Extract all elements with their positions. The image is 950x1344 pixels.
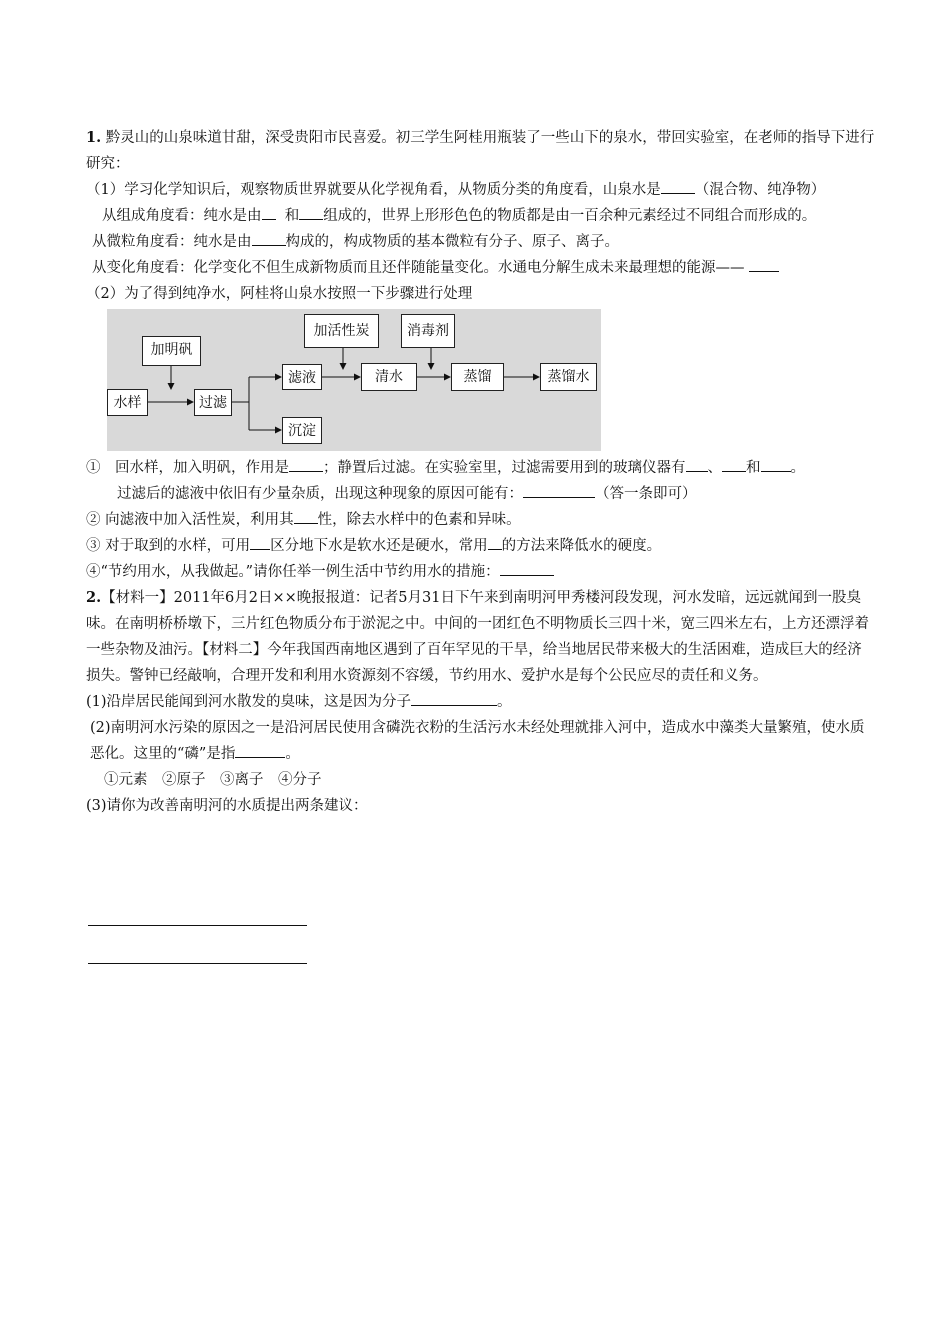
- box-filtration: 过滤: [194, 389, 232, 416]
- step2-text: ② 向滤液中加入活性炭，利用其: [86, 512, 294, 528]
- answer-line-2[interactable]: [88, 963, 307, 964]
- answer-blank[interactable]: [686, 455, 708, 472]
- q2-part3: [86, 793, 876, 819]
- q1-step4: [86, 559, 876, 585]
- box-filtrate: 滤液: [282, 364, 322, 390]
- q2-p1-text: (1)沿岸居民能闻到河水散发的臭味，这是因为分子: [86, 694, 412, 710]
- q1-part1: [86, 177, 876, 203]
- micro-text: 从微粒角度看：纯水是由: [92, 234, 252, 250]
- step1-end: 。: [790, 460, 805, 476]
- box-activated-carbon: 加活性炭: [304, 314, 379, 348]
- q1-step1-reason: [86, 481, 876, 507]
- step1-reason-note: （答一条即可）: [595, 486, 697, 502]
- step1-sep: 、: [707, 460, 722, 476]
- water-treatment-diagram: [107, 309, 601, 451]
- q1-part2: [86, 281, 876, 307]
- answer-blank[interactable]: [523, 481, 595, 498]
- step3-text-end: 的方法来降低水的硬度。: [501, 538, 662, 554]
- box-precipitate: 沉淀: [282, 417, 322, 444]
- q2-p2-text: (2)南明河水污染的原因之一是沿河居民使用含磷洗衣粉的生活污水未经处理就排入河中，造成水中藻类大量繁殖，使水质恶化。这里的“磷”是指: [90, 720, 865, 762]
- q2-p2-end: 。: [285, 746, 300, 762]
- worksheet: [86, 125, 876, 819]
- q2-material-text: 【材料一】2011年6月2日××晚报报道：记者5月31日下午来到南明河甲秀楼河段发现，河水发暗，远远就闻到一股臭味。在南明桥桥墩下，三片红色物质分布于淤泥之中。中间的一团红色不明物质长三四十米，宽三四米左右，上方还漂浮着一些杂物及油污。【材料二】今年我国西南地区遇到了百年罕见的干旱，给当地居民带来极大的生活困难，造成巨大的经济损失。警钟已经敲响，合理开发和利用水资源刻不容缓，节约用水、爱护水是每个公民应尽的责任和义务。: [86, 590, 869, 684]
- box-clear-water: 清水: [361, 363, 417, 391]
- q1-intro-text: 黔灵山的山泉味道甘甜，深受贵阳市民喜爱。初三学生阿桂用瓶装了一些山下的泉水，带回实验室，在老师的指导下进行研究：: [86, 130, 875, 172]
- answer-blank[interactable]: [294, 507, 318, 524]
- step1-text-mid: ；静置后过滤。在实验室里，过滤需要用到的玻璃仪器有: [323, 460, 686, 476]
- box-disinfectant: 消毒剂: [401, 314, 455, 348]
- composition-and: 和: [284, 208, 300, 224]
- q1-step1: [86, 455, 876, 481]
- q2-options: [86, 767, 876, 793]
- step3-text: ③ 对于取到的水样，可用: [86, 538, 251, 554]
- q1-step3: [86, 533, 876, 559]
- step1-text: ① 回水样，加入明矾，作用是: [86, 460, 289, 476]
- answer-blank[interactable]: [761, 455, 791, 472]
- q2-p1-end: 。: [497, 694, 512, 710]
- q2-material: [86, 585, 876, 689]
- change-text: 从变化角度看：化学变化不但生成新物质而且还伴随能量变化。水通电分解生成未来最理想的能源——: [92, 260, 745, 276]
- q1-p1-options: （混合物、纯净物）: [694, 182, 826, 198]
- step1-reason-text: 过滤后的滤液中依旧有少量杂质，出现这种现象的原因可能有：: [117, 486, 523, 502]
- step1-and: 和: [746, 460, 761, 476]
- q2-part1: [86, 689, 876, 715]
- answer-blank[interactable]: [488, 533, 502, 550]
- step2-text-end: 性，除去水样中的色素和异味。: [317, 512, 521, 528]
- answer-blank[interactable]: [722, 455, 746, 472]
- answer-blank[interactable]: [252, 229, 286, 246]
- q2-number: 2.: [86, 589, 102, 606]
- q1-p1-text: （1）学习化学知识后，观察物质世界就要从化学视角看，从物质分类的角度看，山泉水是: [86, 182, 661, 198]
- composition-text-end: 组成的，世界上形形色色的物质都是由一百余种元素经过不同组合而形成的。: [323, 208, 817, 224]
- answer-line-1[interactable]: [88, 925, 307, 926]
- answer-blank[interactable]: [299, 203, 323, 220]
- q1-micro: [86, 229, 876, 255]
- box-water-sample: 水样: [107, 389, 148, 416]
- micro-text-end: 构成的，构成物质的基本微粒有分子、原子、离子。: [285, 234, 619, 250]
- q1-step2: [86, 507, 876, 533]
- box-distillation: 蒸馏: [451, 363, 504, 391]
- composition-text: 从组成角度看：纯水是由: [102, 208, 262, 224]
- step4-text: ④“节约用水，从我做起。”请你任举一例生活中节约用水的措施：: [86, 564, 500, 580]
- q1-p2-text: （2）为了得到纯净水，阿桂将山泉水按照一下步骤进行处理: [86, 286, 473, 302]
- q1-change: [86, 255, 876, 281]
- box-distilled-water: 蒸馏水: [540, 363, 597, 391]
- answer-blank[interactable]: [661, 177, 695, 194]
- answer-blank[interactable]: [250, 533, 270, 550]
- q2-options-text: ①元素 ②原子 ③离子 ④分子: [104, 772, 322, 788]
- q1-composition: [86, 203, 876, 229]
- q1-number: 1.: [86, 129, 102, 146]
- answer-blank[interactable]: [411, 689, 497, 706]
- answer-blank[interactable]: [262, 203, 276, 220]
- answer-blank[interactable]: [235, 741, 285, 758]
- q1-intro: [86, 125, 876, 177]
- box-alum: 加明矾: [142, 336, 201, 366]
- q2-part2: [86, 715, 876, 767]
- step3-text-mid: 区分地下水是软水还是硬水，常用: [270, 538, 488, 554]
- answer-blank[interactable]: [289, 455, 323, 472]
- answer-blank[interactable]: [500, 559, 554, 576]
- q2-p3-text: (3)请你为改善南明河的水质提出两条建议：: [86, 798, 368, 814]
- answer-blank[interactable]: [749, 255, 779, 272]
